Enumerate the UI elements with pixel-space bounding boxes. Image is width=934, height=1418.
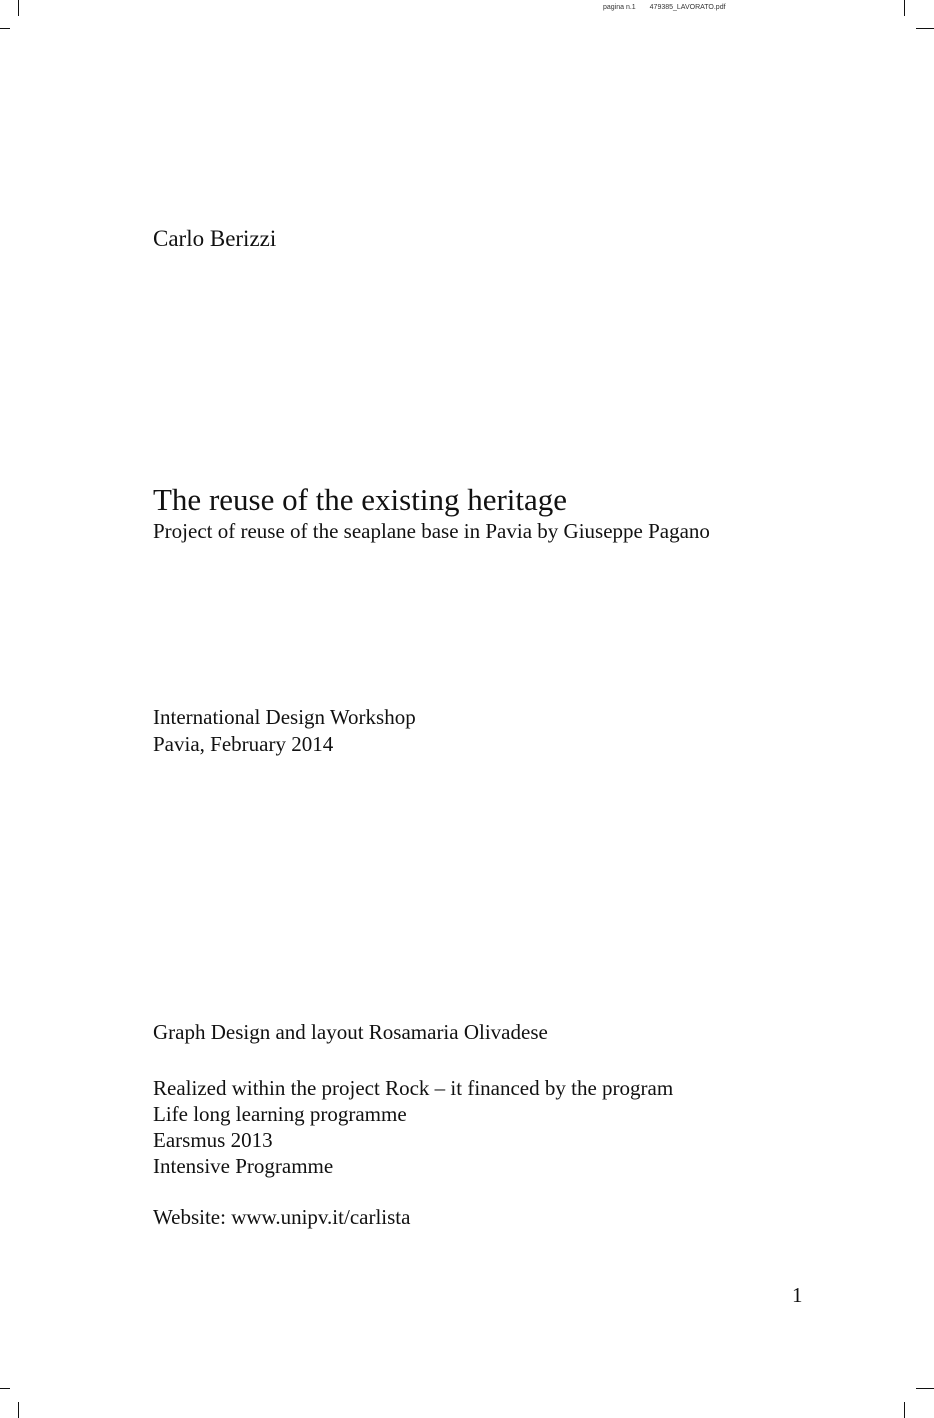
project-info [153, 1075, 673, 1179]
crop-mark-bottom-left-vertical [18, 1402, 19, 1418]
design-credits: Graph Design and layout Rosamaria Olivadese [153, 1020, 548, 1044]
crop-mark-bottom-right-horizontal [916, 1388, 934, 1389]
event-name: International Design Workshop [153, 705, 416, 729]
project-line: Intensive Programme [153, 1154, 334, 1178]
crop-mark-top-left-vertical [18, 0, 19, 16]
author-name: Carlo Berizzi [153, 226, 277, 251]
crop-mark-bottom-left-horizontal [0, 1388, 10, 1389]
header-page-label: pagina n.1 [603, 4, 636, 11]
project-line: Life long learning programme [153, 1102, 407, 1126]
document-title: The reuse of the existing heritage [153, 482, 568, 517]
page-number: 1 [792, 1283, 803, 1307]
event-date: Pavia, February 2014 [153, 732, 334, 756]
crop-mark-top-left-horizontal [0, 28, 10, 29]
project-line: Earsmus 2013 [153, 1128, 273, 1152]
document-subtitle: Project of reuse of the seaplane base in Pavia by Giuseppe Pagano [153, 519, 710, 543]
website-link: Website: www.unipv.it/carlista [153, 1205, 411, 1229]
crop-mark-top-right-horizontal [916, 28, 934, 29]
project-line: Realized within the project Rock – it financed by the program [153, 1076, 674, 1100]
print-header [603, 4, 726, 11]
crop-mark-bottom-right-vertical [904, 1402, 905, 1418]
crop-mark-top-right-vertical [904, 0, 905, 16]
header-file-name: 479385_LAVORATO.pdf [649, 4, 726, 11]
